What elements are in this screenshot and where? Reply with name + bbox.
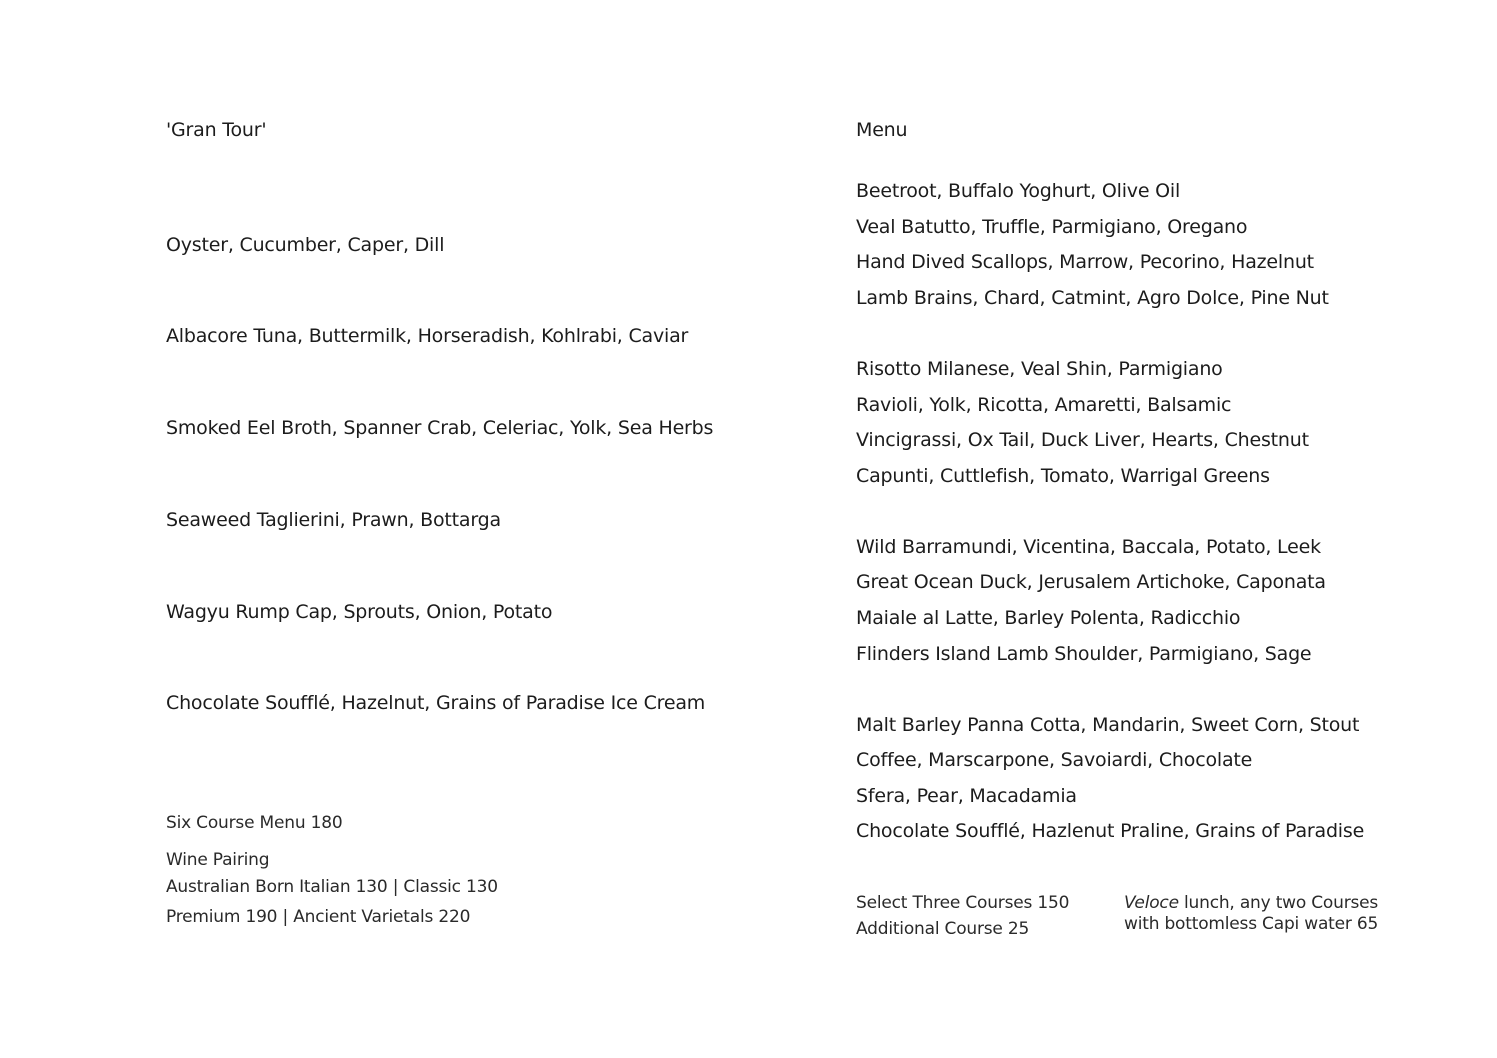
menu-item: Great Ocean Duck, Jerusalem Artichoke, Caponata: [856, 571, 1326, 593]
menu-item: Maiale al Latte, Barley Polenta, Radicchio: [856, 607, 1241, 629]
menu-item: Hand Dived Scallops, Marrow, Pecorino, Hazelnut: [856, 251, 1314, 273]
six-course-price: Six Course Menu 180: [166, 813, 343, 833]
menu-item: Wild Barramundi, Vicentina, Baccala, Potato, Leek: [856, 536, 1321, 558]
wine-pairing-title: Wine Pairing: [166, 850, 270, 870]
tasting-course-4: Seaweed Taglierini, Prawn, Bottarga: [166, 509, 501, 531]
menu-item: Vincigrassi, Ox Tail, Duck Liver, Hearts, Chestnut: [856, 429, 1309, 451]
veloce-lunch-line-2: with bottomless Capi water 65: [1124, 914, 1379, 934]
menu-item: Beetroot, Buffalo Yoghurt, Olive Oil: [856, 180, 1181, 202]
menu-item: Capunti, Cuttlefish, Tomato, Warrigal Greens: [856, 465, 1270, 487]
menu-item: Sfera, Pear, Macadamia: [856, 785, 1077, 807]
tasting-course-3: Smoked Eel Broth, Spanner Crab, Celeriac, Yolk, Sea Herbs: [166, 417, 714, 439]
menu-item: Risotto Milanese, Veal Shin, Parmigiano: [856, 358, 1223, 380]
menu-item: Lamb Brains, Chard, Catmint, Agro Dolce, Pine Nut: [856, 287, 1329, 309]
veloce-lunch-text: lunch, any two Courses: [1178, 893, 1379, 913]
menu-title: Menu: [856, 119, 908, 141]
menu-item: Flinders Island Lamb Shoulder, Parmigiano, Sage: [856, 643, 1312, 665]
wine-pairing-line-2: Premium 190 | Ancient Varietals 220: [166, 907, 471, 927]
veloce-word: Veloce: [1124, 893, 1179, 913]
tasting-course-2: Albacore Tuna, Buttermilk, Horseradish, Kohlrabi, Caviar: [166, 325, 689, 347]
menu-item: Coffee, Marscarpone, Savoiardi, Chocolate: [856, 749, 1253, 771]
additional-course-price: Additional Course 25: [856, 919, 1030, 939]
veloce-lunch-line-1: [1124, 893, 1378, 913]
menu-item: Veal Batutto, Truffle, Parmigiano, Oregano: [856, 216, 1248, 238]
menu-item: Ravioli, Yolk, Ricotta, Amaretti, Balsamic: [856, 394, 1232, 416]
tasting-course-5: Wagyu Rump Cap, Sprouts, Onion, Potato: [166, 601, 553, 623]
tasting-course-1: Oyster, Cucumber, Caper, Dill: [166, 234, 445, 256]
gran-tour-title: 'Gran Tour': [166, 119, 267, 141]
tasting-course-6: Chocolate Soufflé, Hazelnut, Grains of Paradise Ice Cream: [166, 692, 706, 714]
menu-item: Chocolate Soufflé, Hazlenut Praline, Grains of Paradise: [856, 820, 1365, 842]
wine-pairing-line-1: Australian Born Italian 130 | Classic 130: [166, 877, 498, 897]
menu-item: Malt Barley Panna Cotta, Mandarin, Sweet Corn, Stout: [856, 714, 1360, 736]
select-three-price: Select Three Courses 150: [856, 893, 1070, 913]
